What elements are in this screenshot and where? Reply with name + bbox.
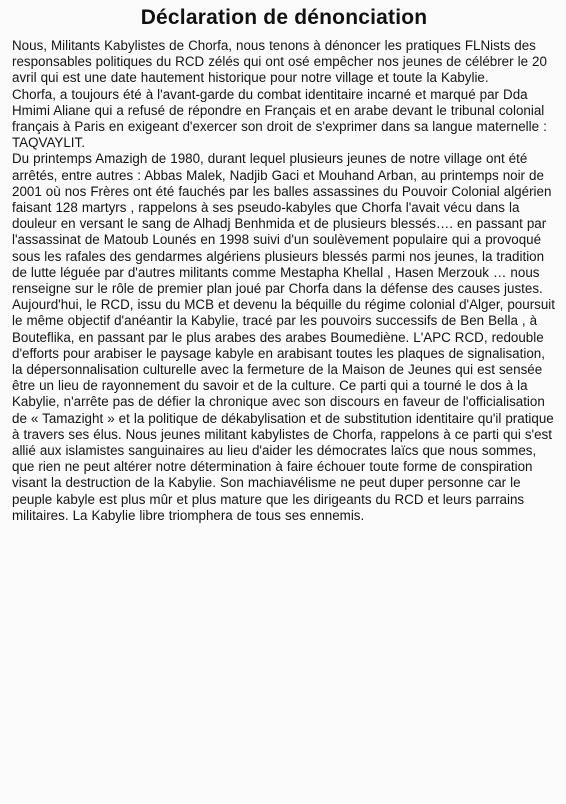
paragraph-rcd-denunciation: Aujourd'hui, le RCD, issu du MCB et devenu la béquille du régime colonial d'Alger, poursuit le même objectif d'anéantir la Kabylie, tracé par les pouvoirs successifs de Ben Bella , à Bouteflika, en passant par le plus arabes des arabes Boumediène. L'APC RCD, redouble d'efforts pour arabiser le paysage kabyle en arabisant toutes les plaques de signalisation, la dépersonnalisation culturelle avec la fermeture de la Maison de Jeunes qui est sensée être un lieu de rayonnement du savoir et de la culture. Ce parti qui a tourné le dos à la Kabylie, n'arrête pas de défier la chronique avec son discours en faveur de l'officialisation de « Tamazight » et la politique de dékabylisation et de substitution identitaire qu'il pratique à travers ses élus. Nous jeunes militant kabylistes de Chorfa, rappelons à ce parti qui s'est allié aux islamistes sanguinaires au lieu d'aider les démocrates laïcs que nous sommes, que rien ne peut altérer notre détermination à faire échouer toute forme de conspiration visant la destruction de la Kabylie. Son machiavélisme ne peut duper personne car le peuple kabyle est plus mûr et plus mature que les dirigeants du RCD et leurs parrains militaires. La Kabylie libre triomphera de tous ses ennemis. xyxy=(12,297,556,523)
paragraph-struggle-events: Du printemps Amazigh de 1980, durant lequel plusieurs jeunes de notre village ont été arrêtés, entre autres : Abbas Malek, Nadjib Gaci et Mouhand Arban, au printemps noir de 2001 où nos Frères ont été fauchés par les balles assassines du Pouvoir Colonial algérien faisant 128 martyrs , rappelons à ses pseudo-kabyles que Chorfa l'avait vécu dans la douleur en versant le sang de Alhadj Benhmida et de plusieurs blessés…. en passant par l'assassinat de Matoub Lounés en 1998 suivi d'un soulèvement populaire qui a provoqué sous les rafales des gendarmes algériens plusieurs blessés parmi nos jeunes, la tradition de lutte léguée par d'autres militants comme Mestapha Khellal , Hasen Merzouk … nous renseigne sur le rôle de premier plan joué par Chorfa dans la défense des causes justes. xyxy=(12,151,552,297)
paragraph-chorfa-history: Chorfa, a toujours été à l'avant-garde du combat identitaire incarné et marqué par Dda Hmimi Aliane qui a refusé de répondre en Français et en arabe devant le tribunal colonial français à Paris en exigeant d'exercer son droit de s'exprimer dans sa langue maternelle : TAQVAYLIT. xyxy=(12,86,547,151)
document-title: Déclaration de dénonciation xyxy=(140,6,428,29)
paragraph-intro: Nous, Militants Kabylistes de Chorfa, nous tenons à dénoncer les pratiques FLNists des responsables politiques du RCD zélés qui ont osé empêcher nos jeunes de célébrer le 20 avril qui est une date hautement historique pour notre village et toute la Kabylie. xyxy=(12,38,547,86)
